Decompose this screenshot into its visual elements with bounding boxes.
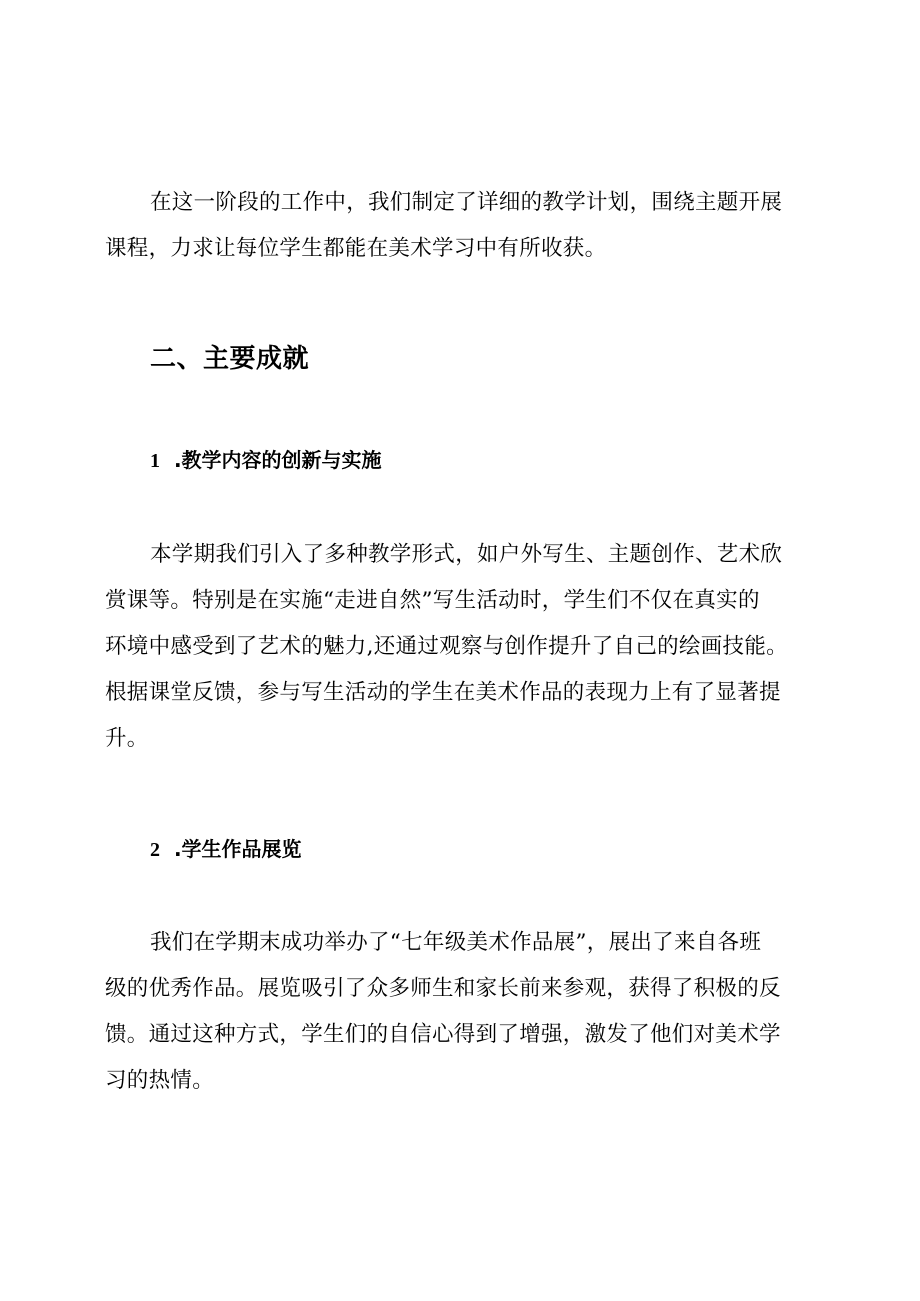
section-heading-achievements: 二、主要成就 <box>150 344 310 374</box>
subsection-2-line-2: 级的优秀作品。展览吸引了众多师生和家长前来参观，获得了积极的反 <box>105 976 781 1001</box>
subsection-1-number: 1 <box>150 450 160 472</box>
subsection-1-line-1: 本学期我们引入了多种教学形式，如户外写生、主题创作、艺术欣 <box>150 542 783 567</box>
subsection-1-line-5: 升。 <box>105 726 149 751</box>
subsection-1-line-2: 赏课等。特别是在实施“走进自然”写生活动时，学生们不仅在真实的 <box>105 588 760 613</box>
subsection-2-line-1: 我们在学期末成功举办了“七年级美术作品展”，展出了来自各班 <box>150 930 762 955</box>
subsection-2-title: .学生作品展览 <box>173 837 302 861</box>
intro-line-2: 课程，力求让每位学生都能在美术学习中有所收获。 <box>105 236 607 261</box>
subsection-1-heading <box>150 445 382 476</box>
subsection-1-line-4: 根据课堂反馈，参与写生活动的学生在美术作品的表现力上有了显著提 <box>105 680 781 705</box>
subsection-1-line-3: 环境中感受到了艺术的魅力,还通过观察与创作提升了自己的绘画技能。 <box>105 634 788 659</box>
intro-line-1: 在这一阶段的工作中，我们制定了详细的教学计划，围绕主题开展 <box>150 190 783 215</box>
subsection-2-heading <box>150 834 302 865</box>
subsection-2-line-3: 馈。通过这种方式，学生们的自信心得到了增强，激发了他们对美术学 <box>105 1022 781 1047</box>
subsection-2-number: 2 <box>150 839 160 861</box>
subsection-1-title: .教学内容的创新与实施 <box>173 448 382 472</box>
subsection-2-line-4: 习的热情。 <box>105 1068 215 1093</box>
